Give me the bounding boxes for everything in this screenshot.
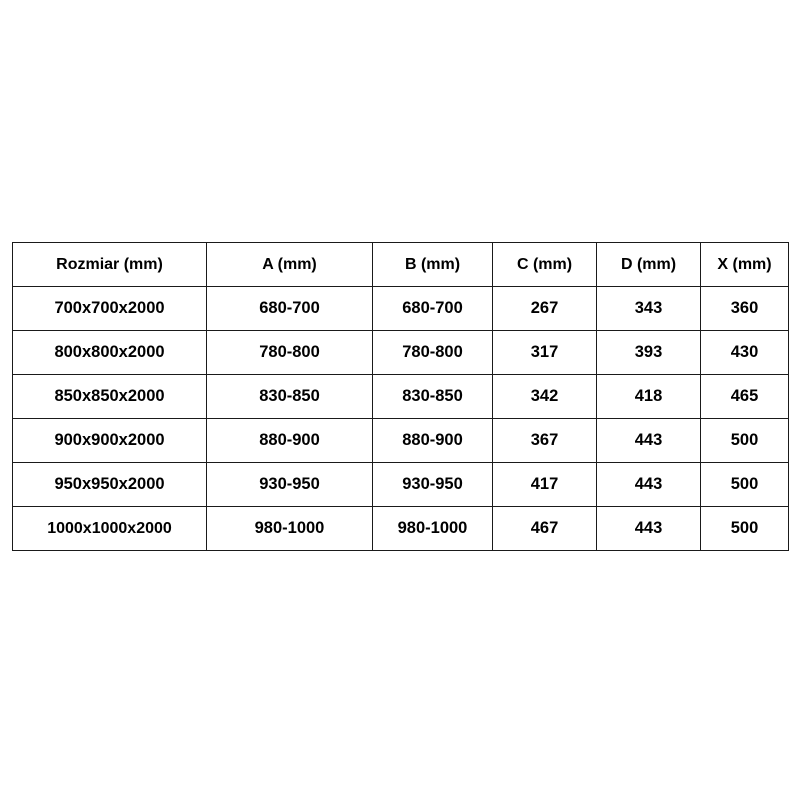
table-body	[13, 287, 789, 551]
table-row	[13, 375, 789, 419]
cell-b: 880-900	[373, 419, 493, 463]
column-header-b: B (mm)	[373, 243, 493, 287]
cell-c: 367	[493, 419, 597, 463]
cell-x: 500	[701, 507, 789, 551]
cell-c: 417	[493, 463, 597, 507]
cell-c: 342	[493, 375, 597, 419]
cell-d: 443	[597, 507, 701, 551]
specification-table	[12, 242, 789, 551]
column-header-c: C (mm)	[493, 243, 597, 287]
cell-x: 430	[701, 331, 789, 375]
cell-a: 880-900	[207, 419, 373, 463]
cell-a: 680-700	[207, 287, 373, 331]
table-header-row	[13, 243, 789, 287]
cell-a: 980-1000	[207, 507, 373, 551]
table-row	[13, 287, 789, 331]
cell-size: 900x900x2000	[13, 419, 207, 463]
cell-a: 830-850	[207, 375, 373, 419]
column-header-a: A (mm)	[207, 243, 373, 287]
cell-d: 343	[597, 287, 701, 331]
column-header-rozmiar: Rozmiar (mm)	[13, 243, 207, 287]
cell-size: 850x850x2000	[13, 375, 207, 419]
cell-d: 443	[597, 463, 701, 507]
table-row	[13, 419, 789, 463]
specification-table-container	[12, 242, 788, 551]
table-row	[13, 507, 789, 551]
cell-b: 830-850	[373, 375, 493, 419]
column-header-d: D (mm)	[597, 243, 701, 287]
cell-b: 780-800	[373, 331, 493, 375]
cell-b: 930-950	[373, 463, 493, 507]
cell-b: 980-1000	[373, 507, 493, 551]
cell-size: 950x950x2000	[13, 463, 207, 507]
cell-x: 465	[701, 375, 789, 419]
cell-c: 467	[493, 507, 597, 551]
cell-d: 418	[597, 375, 701, 419]
cell-c: 317	[493, 331, 597, 375]
table-row	[13, 463, 789, 507]
column-header-x: X (mm)	[701, 243, 789, 287]
cell-b: 680-700	[373, 287, 493, 331]
cell-x: 360	[701, 287, 789, 331]
cell-d: 443	[597, 419, 701, 463]
table-row	[13, 331, 789, 375]
cell-size: 800x800x2000	[13, 331, 207, 375]
cell-a: 780-800	[207, 331, 373, 375]
cell-size: 700x700x2000	[13, 287, 207, 331]
cell-x: 500	[701, 419, 789, 463]
cell-size: 1000x1000x2000	[13, 507, 207, 551]
cell-a: 930-950	[207, 463, 373, 507]
table-header	[13, 243, 789, 287]
cell-c: 267	[493, 287, 597, 331]
cell-x: 500	[701, 463, 789, 507]
cell-d: 393	[597, 331, 701, 375]
